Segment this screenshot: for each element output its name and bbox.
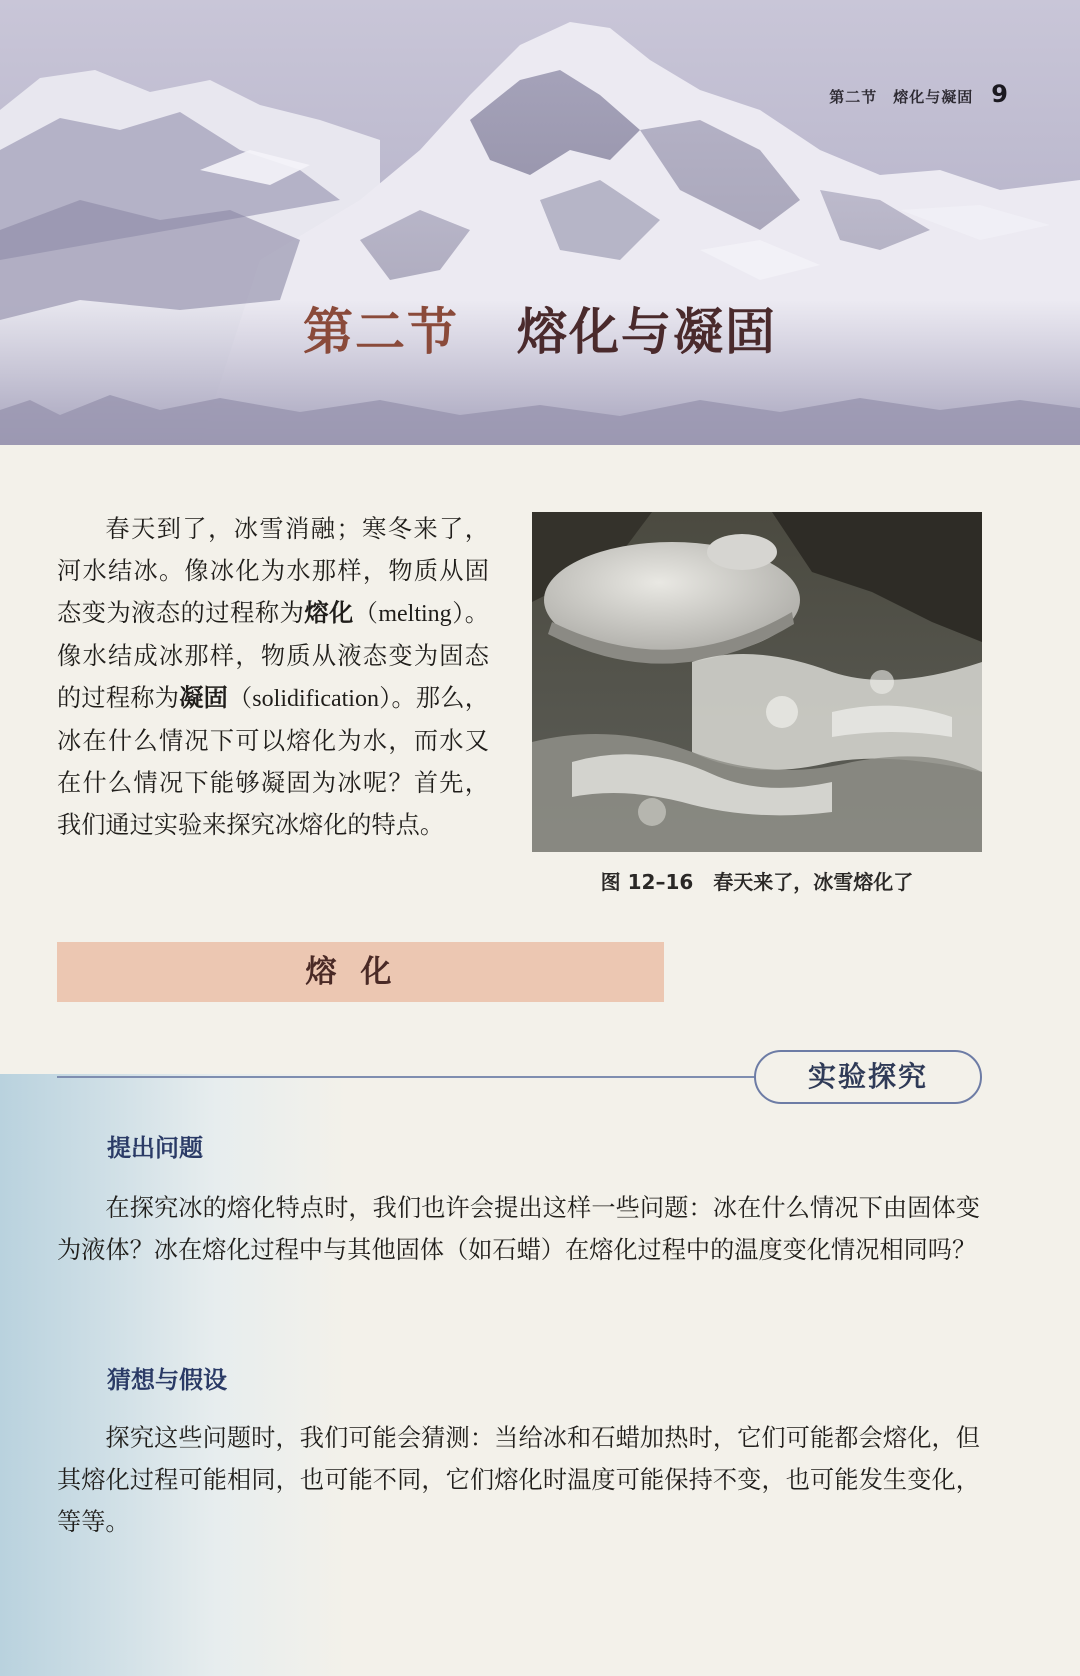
intro-paragraph <box>57 508 489 846</box>
figure-photo <box>532 512 982 852</box>
melting-ice-river-image <box>532 512 982 852</box>
term-solidification-english: （solidification） <box>228 686 392 712</box>
hypothesis-heading: 猜想与假设 <box>107 1366 227 1394</box>
section-number: 第二节 <box>303 303 459 361</box>
running-head-section: 第二节 熔化与凝固 <box>829 88 974 106</box>
term-melting: 熔化 <box>304 599 354 627</box>
intro-text-2: 。像水结成冰那样，物质从液态变为固态的过程称为 <box>57 599 489 712</box>
running-head <box>829 80 1008 108</box>
intro-text-3: 。那么，冰在什么情况下可以熔化为水，而水又在什么情况下能够凝固为冰呢？首先，我们通过实验来探究冰熔化的特点。 <box>57 684 489 839</box>
question-paragraph: 在探究冰的熔化特点时，我们也许会提出这样一些问题：冰在什么情况下由固体变为液体？冰在熔化过程中与其他固体（如石蜡）在熔化过程中的温度变化情况相同吗？ <box>57 1194 980 1264</box>
melting-section-title: 熔化 <box>305 954 416 990</box>
term-melting-english: （melting） <box>353 601 465 627</box>
intro-text-1: 春天到了，冰雪消融；寒冬来了，河水结冰。像冰化为水那样，物质从固态变为液态的过程称为 <box>57 515 489 627</box>
figure-caption: 图 12–16 春天来了，冰雪熔化了 <box>600 870 914 894</box>
snowy-mountain-illustration <box>0 0 1080 445</box>
section-name: 熔化与凝固 <box>517 303 777 361</box>
term-solidification: 凝固 <box>179 684 229 712</box>
section-title <box>0 292 1080 364</box>
question-heading: 提出问题 <box>107 1134 203 1162</box>
mountain-banner <box>0 0 1080 445</box>
experiment-divider <box>57 1076 772 1078</box>
hypothesis-paragraph: 探究这些问题时，我们可能会猜测：当给冰和石蜡加热时，它们可能都会熔化，但其熔化过程可能相同，也可能不同，它们熔化时温度可能保持不变，也可能发生变化，等等。 <box>57 1424 980 1536</box>
melting-section-band <box>57 942 664 1002</box>
page-number: 9 <box>991 80 1008 108</box>
experiment-label: 实验探究 <box>754 1050 982 1104</box>
